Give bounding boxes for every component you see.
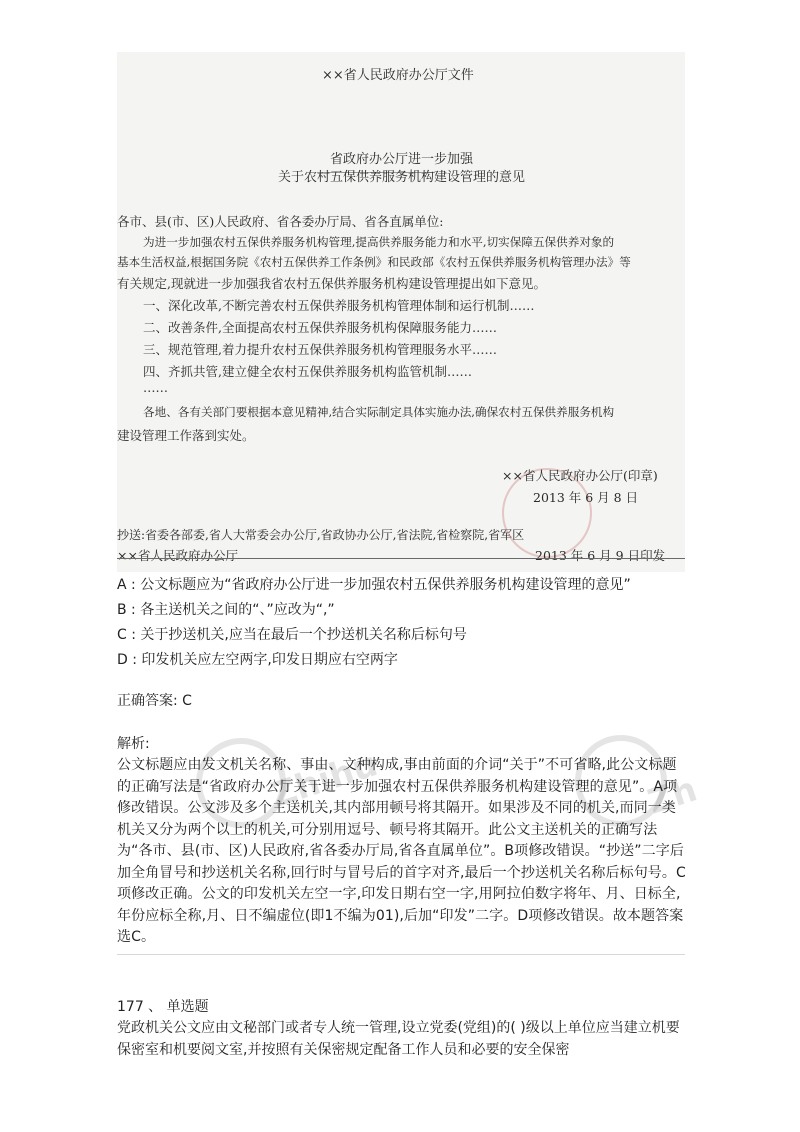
doc-body-line3: 有关规定,现就进一步加强我省农村五保供养服务机构建设管理提出如下意见。 bbox=[117, 276, 546, 291]
doc-item-4: 四、齐抓共管,建立健全农村五保供养服务机构监管机制…… bbox=[143, 364, 472, 379]
document-scan-image bbox=[117, 52, 685, 572]
doc-title-line2: 关于农村五保供养服务机构建设管理的意见 bbox=[278, 170, 526, 185]
doc-closing-line2: 建设管理工作落到实处。 bbox=[117, 428, 255, 443]
doc-title-line1: 省政府办公厅进一步加强 bbox=[330, 152, 474, 167]
option-a: A : 公文标题应为“省政府办公厅进一步加强农村五保供养服务机构建设管理的意见” bbox=[117, 577, 631, 593]
doc-ellipsis: …… bbox=[143, 380, 168, 395]
doc-item-2: 二、改善条件,全面提高农村五保供养服务机构保障服务能力…… bbox=[143, 320, 497, 335]
divider bbox=[117, 954, 685, 955]
option-d: D : 印发机关应左空两字,印发日期应右空两字 bbox=[117, 652, 398, 668]
doc-signature: ××省人民政府办公厅(印章) bbox=[502, 468, 658, 483]
doc-issue-date: 2013 年 6 月 9 日印发 bbox=[535, 548, 666, 563]
doc-item-3: 三、规范管理,着力提升农村五保供养服务机构管理服务水平…… bbox=[143, 342, 497, 357]
watermark-right: Zh bbox=[643, 769, 702, 823]
correct-answer: 正确答案: C bbox=[117, 693, 192, 709]
doc-addressee: 各市、县(市、区)人民政府、省各委办厅局、省各直属单位: bbox=[117, 214, 444, 229]
doc-bottom-rule bbox=[117, 558, 685, 559]
doc-body-line1: 为进一步加强农村五保供养服务机构管理,提高供养服务能力和水平,切实保障五保供养对象的 bbox=[143, 235, 615, 249]
watermark-left: Zhihu bbox=[266, 744, 383, 816]
analysis-text: 公文标题应由发文机关名称、事由、文种构成,事由前面的介词“关于”不可省略,此公文标题的正确写法是“省政府办公厅关于进一步加强农村五保供养服务机构建设管理的意见”。A项修改错误。公文涉及多个主送机关,其内部用顿号将其隔开。如果涉及不同的机关,而同一类机关又分为两个以上的机关,可分别用逗号、顿号将其隔开。此公文主送机关的正确写法为“各市、县(市、区)人民政府,省各委办厅局,省各直属单位”。B项修改错误。“抄送”二字后加全角冒号和抄送机关名称,回行时与冒号后的首字对齐,最后一个抄送机关名称后标句号。C项修改正确。公文的印发机关左空一字,印发日期右空一字,用阿拉伯数字将年、月、日标全,年份应标全称,月、日不编虚位(即1不编为01),后加“印发”二字。D项修改错误。故本题答案选C。 bbox=[117, 757, 686, 945]
doc-sign-date: 2013 年 6 月 8 日 bbox=[533, 490, 639, 505]
question-text: 党政机关公文应由文秘部门或者专人统一管理,设立党委(党组)的( )级以上单位应当建立机要保密室和机要阅文室,并按照有关保密规定配备工作人员和必要的安全保密 bbox=[117, 1020, 680, 1058]
option-c: C : 关于抄送机关,应当在最后一个抄送机关名称后标句号 bbox=[117, 627, 467, 643]
doc-header: ××省人民政府办公厅文件 bbox=[322, 68, 474, 83]
question-number: 177 、 单选题 bbox=[117, 999, 209, 1015]
doc-item-1: 一、深化改革,不断完善农村五保供养服务机构管理体制和运行机制…… bbox=[143, 298, 535, 313]
option-b: B : 各主送机关之间的“、”应改为“,” bbox=[117, 602, 335, 618]
analysis-label: 解析: bbox=[117, 736, 150, 752]
doc-closing-line1: 各地、各有关部门要根据本意见精神,结合实际制定具体实施办法,确保农村五保供养服务机构 bbox=[143, 405, 615, 419]
doc-body-line2: 基本生活权益,根据国务院《农村五保供养工作条例》和民政部《农村五保供养服务机构管理办法》等 bbox=[117, 255, 631, 269]
doc-issuer: ××省人民政府办公厅 bbox=[117, 548, 238, 563]
doc-cc: 抄送:省委各部委,省人大常委会办公厅,省政协办公厅,省法院,省检察院,省军区 bbox=[117, 528, 525, 542]
